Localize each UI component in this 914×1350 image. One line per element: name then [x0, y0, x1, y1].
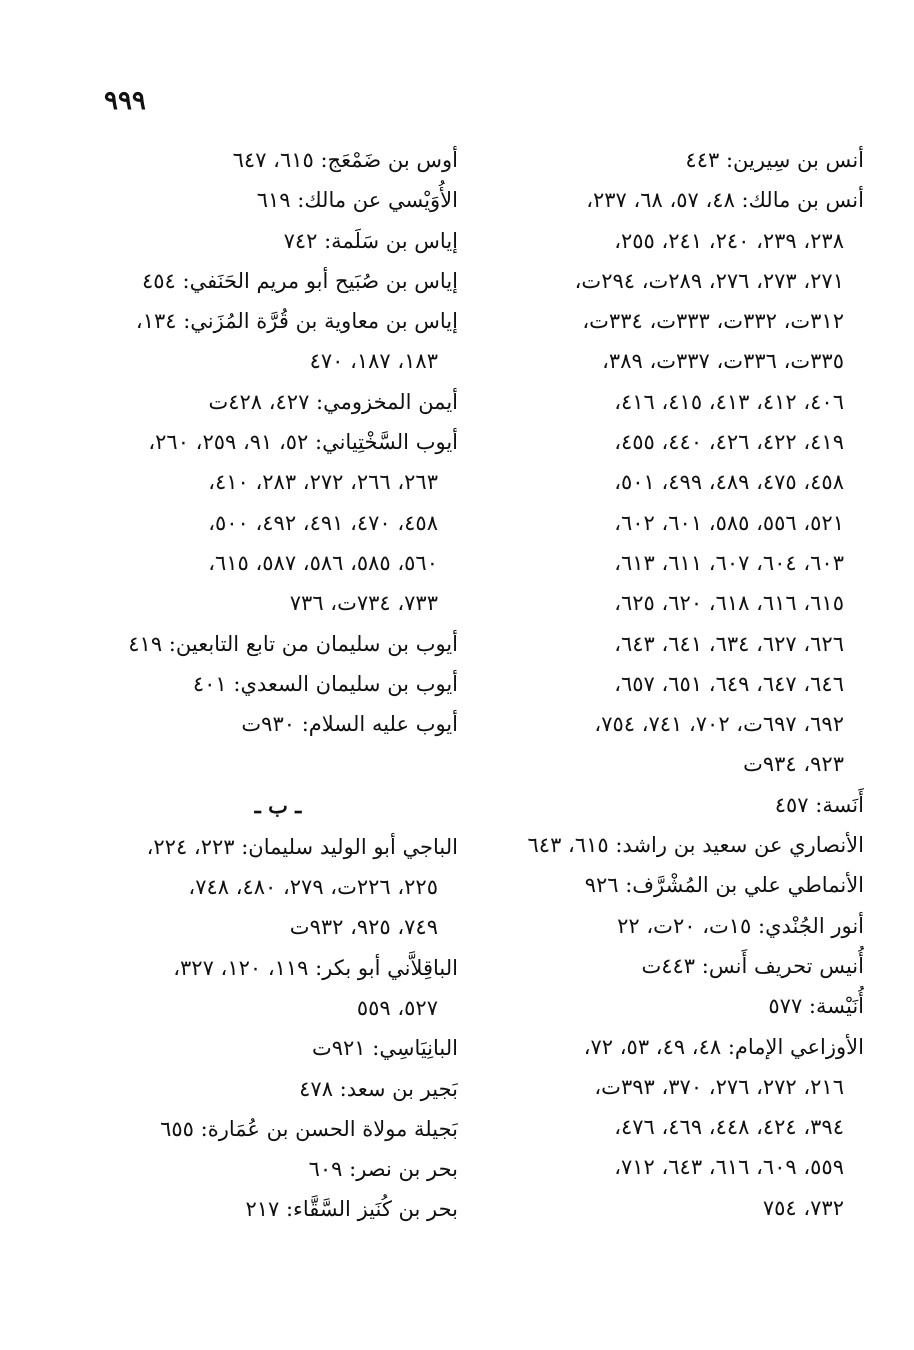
index-entry-continuation: ٢٧١، ٢٧٣، ٢٧٦، ٢٨٩ت، ٢٩٤ت، — [574, 268, 844, 293]
index-entry-continuation: ٢٣٨، ٢٣٩، ٢٤٠، ٢٤١، ٢٥٥، — [614, 228, 844, 253]
index-entry: الأنصاري عن سعيد بن راشد: ٦١٥، ٦٤٣ — [527, 833, 864, 858]
index-entry-continuation: ٧٣٢، ٧٥٤ — [762, 1195, 844, 1220]
index-entry: الأنماطي علي بن المُشْرَّف: ٩٢٦ — [584, 873, 864, 898]
index-entry-continuation: ٥٢٧، ٥٥٩ — [356, 995, 438, 1020]
index-entry: الباجي أبو الوليد سليمان: ٢٢٣، ٢٢٤، — [146, 834, 458, 859]
index-entry-continuation: ٩٢٣، ٩٣٤ت — [743, 752, 844, 777]
index-entry-continuation: ٥٦٠، ٥٨٥، ٥٨٦، ٥٨٧، ٦١٥، — [208, 550, 438, 575]
index-entry-continuation: ٧٣٣، ٧٣٤ت، ٧٣٦ — [289, 591, 438, 616]
index-entry: بَجيلة مولاة الحسن بن عُمَارة: ٦٥٥ — [160, 1116, 458, 1141]
index-entry: إياس بن صُبَيح أبو مريم الحَنَفي: ٤٥٤ — [141, 268, 458, 293]
index-entry-continuation: ٢١٦، ٢٧٢، ٢٧٦، ٣٧٠، ٣٩٣ت، — [594, 1074, 844, 1099]
index-entry-continuation: ٢٢٥، ٢٢٦ت، ٢٧٩، ٤٨٠، ٧٤٨، — [188, 875, 438, 900]
index-column-right — [504, 140, 864, 1228]
index-entry-continuation: ٥٥٩، ٦٠٩، ٦١٦، ٦٤٣، ٧١٢، — [614, 1155, 844, 1180]
index-entry: إياس بن سَلَمة: ٧٤٢ — [283, 228, 458, 253]
index-entry: أُنَيْسة: ٥٧٧ — [768, 994, 864, 1019]
index-entry-continuation: ٣٣٥ت، ٣٣٦ت، ٣٣٧ت، ٣٨٩، — [602, 349, 844, 374]
index-entry: أيوب بن سليمان من تابع التابعين: ٤١٩ — [128, 631, 458, 656]
section-heading: ـ ب ـ — [254, 793, 302, 819]
index-entry-continuation: ٦٢٦، ٦٢٧، ٦٣٤، ٦٤١، ٦٤٣، — [614, 631, 844, 656]
index-entry: أيوب السَّخْتِياني: ٥٢، ٩١، ٢٥٩، ٢٦٠، — [148, 430, 458, 455]
index-entry: بحر بن كُنَيز السَّقَّاء: ٢١٧ — [245, 1197, 458, 1222]
index-entry-continuation: ٣١٢ت، ٣٣٢ت، ٣٣٣ت، ٣٣٤ت، — [582, 309, 844, 334]
index-entry-continuation: ٦٩٢، ٦٩٧ت، ٧٠٢، ٧٤١، ٧٥٤، — [594, 712, 844, 737]
index-entry-continuation: ٦٠٣، ٦٠٤، ٦٠٧، ٦١١، ٦١٣، — [614, 550, 844, 575]
index-entry-continuation: ٤٥٨، ٤٧٠، ٤٩١، ٤٩٢، ٥٠٠، — [208, 510, 438, 535]
index-entry: إياس بن معاوية بن قُرَّة المُزَني: ١٣٤، — [135, 309, 458, 334]
index-entry-continuation: ٥٢١، ٥٥٦، ٥٨٥، ٦٠١، ٦٠٢، — [614, 510, 844, 535]
index-entry: أيمن المخزومي: ٤٢٧، ٤٢٨ت — [208, 389, 458, 414]
index-entry: البانِيَاسِي: ٩٢١ت — [311, 1036, 458, 1061]
index-entry-continuation: ١٨٣، ١٨٧، ٤٧٠ — [309, 349, 438, 374]
index-entry-continuation: ٤٥٨، ٤٧٥، ٤٨٩، ٤٩٩، ٥٠١، — [614, 470, 844, 495]
index-entry-continuation: ٦١٥، ٦١٦، ٦١٨، ٦٢٠، ٦٢٥، — [614, 591, 844, 616]
index-entry: الباقِلاَّني أبو بكر: ١١٩، ١٢٠، ٣٢٧، — [173, 955, 458, 980]
index-entry-continuation: ٢٦٣، ٢٦٦، ٢٧٢، ٢٨٣، ٤١٠، — [208, 470, 438, 495]
index-entry: الأُوَيْسي عن مالك: ٦١٩ — [256, 188, 458, 213]
index-entry: أيوب عليه السلام: ٩٣٠ت — [241, 712, 458, 737]
index-entry: أَنَسة: ٤٥٧ — [774, 792, 864, 817]
index-entry: الأوزاعي الإمام: ٤٨، ٤٩، ٥٣، ٧٢، — [583, 1034, 864, 1059]
index-entry: بَجير بن سعد: ٤٧٨ — [299, 1076, 458, 1101]
index-entry: أيوب بن سليمان السعدي: ٤٠١ — [192, 671, 458, 696]
index-column-left — [98, 140, 458, 1230]
page-number: ٩٩٩ — [104, 86, 146, 116]
index-entry-continuation: ٤١٩، ٤٢٢، ٤٢٦، ٤٤٠، ٤٥٥، — [614, 430, 844, 455]
index-entry: أوس بن ضَمْعَج: ٦١٥، ٦٤٧ — [232, 148, 458, 172]
index-entry-continuation: ٣٩٤، ٤٢٤، ٤٤٨، ٤٦٩، ٤٧٦، — [614, 1115, 844, 1140]
index-entry: أُنيس تحريف أَنس: ٤٤٣ت — [641, 953, 864, 978]
index-entry: أنس بن مالك: ٤٨، ٥٧، ٦٨، ٢٣٧، — [586, 188, 864, 213]
index-entry: بحر بن نصر: ٦٠٩ — [308, 1157, 458, 1182]
index-entry-continuation: ٦٤٦، ٦٤٧، ٦٤٩، ٦٥١، ٦٥٧، — [614, 671, 844, 696]
index-entry-continuation: ٧٤٩، ٩٢٥، ٩٣٢ت — [289, 915, 438, 940]
index-entry-continuation: ٤٠٦، ٤١٢، ٤١٣، ٤١٥، ٤١٦، — [614, 389, 844, 414]
index-entry: أنور الجُنْدي: ١٥ت، ٢٠ت، ٢٢ — [617, 913, 864, 938]
index-entry: أنس بن سِيرين: ٤٤٣ — [685, 148, 864, 172]
